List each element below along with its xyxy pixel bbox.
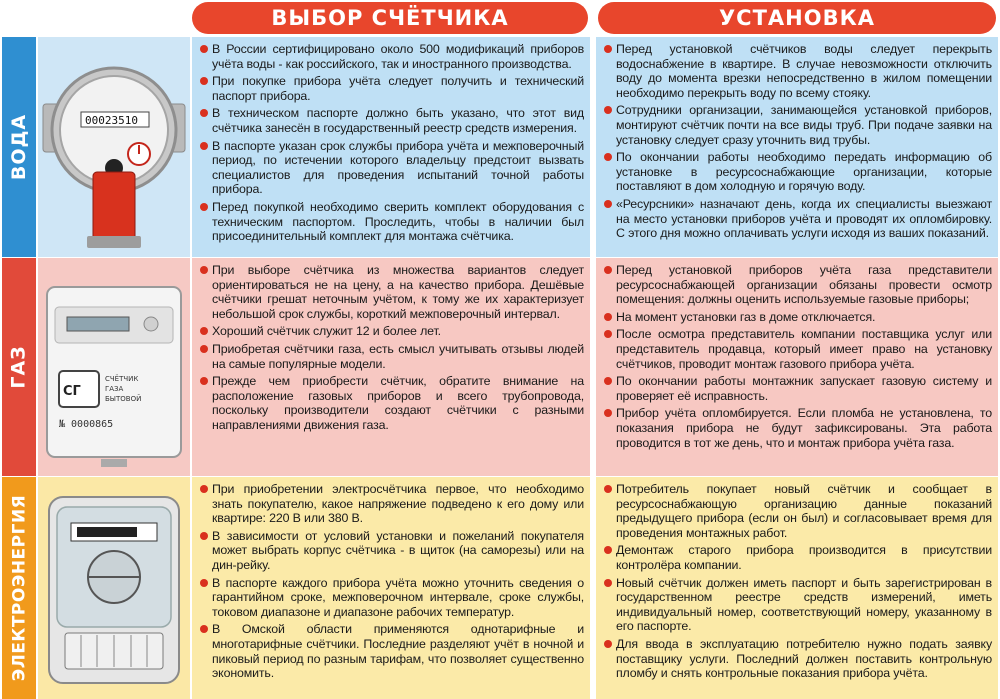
list-item: Прежде чем приобрести счётчик, обратите внимание на расположение газовых приборов и всего трубопровода, поскольку производители создают счётчики с разными направлениями движения газа. <box>198 374 584 432</box>
side-label-gas: ГАЗ <box>2 258 36 476</box>
list-item: Перед установкой приборов учёта газа представители ресурсоснабжающей организации обязаны провести осмотр помещения: должны оценить используемые газовые приборы; <box>602 263 992 307</box>
list-item: При приобретении электросчётчика первое, что необходимо знать покупателю, какое напряжение подведено к его дому или квартире: 220 В или 380 В. <box>198 482 584 526</box>
electricity-choice-cell <box>192 477 590 699</box>
svg-text:№ 0000865: № 0000865 <box>59 419 114 430</box>
list-item: Потребитель покупает новый счётчик и сообщает в ресурсоснабжающую организацию данные показаний предыдущего прибора (если он был) и согласовывает время для проведения монтажных работ. <box>602 482 992 540</box>
row-electricity <box>0 477 1000 699</box>
list-item: В зависимости от условий установки и пожеланий покупателя может выбрать корпус счётчика - в щиток (на саморезы) или на дин-рейку. <box>198 529 584 573</box>
list-item: В паспорте указан срок службы прибора учёта и межповерочный период, по истечении которого владельцу предстоит вызвать специалистов для проведения испытаний точной работы прибора. <box>198 139 584 197</box>
electricity-install-cell <box>596 477 998 699</box>
water-install-cell <box>596 37 998 257</box>
list-item: В техническом паспорте должно быть указано, что этот вид счётчика занесён в государственный реестр средств измерения. <box>198 106 584 135</box>
gas-meter-image <box>38 258 190 476</box>
list-item: Прибор учёта опломбируется. Если пломба не установлена, то показания прибора не будут зафиксированы. Эта работа проводится в тот же день, что и монтаж прибора учёта газа. <box>602 406 992 450</box>
svg-text:СЧЁТЧИК: СЧЁТЧИК <box>105 375 139 383</box>
header-install: УСТАНОВКА <box>598 2 996 34</box>
list-item: При покупке прибора учёта следует получить и технический паспорт прибора. <box>198 74 584 103</box>
row-water <box>0 37 1000 257</box>
list-item: По окончании работы необходимо передать информацию об установке в ресурсоснабжающие организации, которые поставляют в дом холодную и горячую воду. <box>602 150 992 194</box>
list-item: В России сертифицировано около 500 модификаций приборов учёта воды - как российского, так и иностранного производства. <box>198 42 584 71</box>
list-item: В Омской области применяются однотарифные и многотарифные счётчики. Последние разделяют учёт в ночной и пиковый период по разным тарифам, что позволяет существенно экономить. <box>198 622 584 680</box>
electric-meter-image <box>38 477 190 699</box>
gas-choice-cell <box>192 258 590 476</box>
side-label-water: ВОДА <box>2 37 36 257</box>
water-meter-image <box>38 37 190 257</box>
svg-text:СГ: СГ <box>63 384 81 399</box>
list-item: Для ввода в эксплуатацию потребителю нужно подать заявку поставщику услуги. Последний должен поставить контрольную пломбу и снять контрольные показания прибора учёта. <box>602 637 992 681</box>
list-item: Новый счётчик должен иметь паспорт и быть зарегистрирован в государственном реестре средств измерений, иметь индивидуальный номер, соответствующий номеру, указанному в его паспорте. <box>602 576 992 634</box>
list-item: На момент установки газ в доме отключается. <box>602 310 992 325</box>
svg-text:БЫТОВОЙ: БЫТОВОЙ <box>105 395 142 403</box>
row-gas <box>0 258 1000 476</box>
header-choice: ВЫБОР СЧЁТЧИКА <box>192 2 588 34</box>
list-item: После осмотра представитель компании поставщика услуг или представитель продавца, который имеет право на установку счётчиков, проводит монтаж газового прибора учёта. <box>602 327 992 371</box>
list-item: Перед установкой счётчиков воды следует перекрыть водоснабжение в квартире. В случае невозможности отключить воду до момента врезки непосредственно в жилом помещении необходимо перекрыть воду по всему стояку. <box>602 42 992 100</box>
list-item: Приобретая счётчики газа, есть смысл учитывать отзывы людей на самые популярные модели. <box>198 342 584 371</box>
water-choice-cell <box>192 37 590 257</box>
gas-install-cell <box>596 258 998 476</box>
list-item: В паспорте каждого прибора учёта можно уточнить сведения о гарантийном сроке, межповерочном интервале, сроке службы, токовом диапазоне и диапазоне рабочих температур. <box>198 576 584 620</box>
svg-text:ГАЗА: ГАЗА <box>105 385 124 393</box>
list-item: При выборе счётчика из множества вариантов следует ориентироваться не на цену, а на качество прибора. Дешёвые счётчики грешат неточным учётом, к тому же их характеризует небольшой срок службы, короткий межповерочный интервал. <box>198 263 584 321</box>
list-item: По окончании работы монтажник запускает газовую систему и проверяет её исправность. <box>602 374 992 403</box>
list-item: «Ресурсники» назначают день, когда их специалисты выезжают на место установки приборов учёта и проводят их опломбировку. С этого дня можно оплачивать услуги исходя из ваших показаний. <box>602 197 992 241</box>
svg-text:00023510: 00023510 <box>85 114 138 127</box>
list-item: Хороший счётчик служит 12 и более лет. <box>198 324 584 339</box>
list-item: Демонтаж старого прибора производится в присутствии контролёра компании. <box>602 543 992 572</box>
list-item: Перед покупкой необходимо сверить комплект оборудования с техническим паспортом. Проследить, чтобы в наличии был присоединительный комплект для монтажа счётчика. <box>198 200 584 244</box>
list-item: Сотрудники организации, занимающейся установкой приборов, монтируют счётчик почти на все виды труб. При подаче заявки на установку следует сразу уточнить вид трубы. <box>602 103 992 147</box>
side-label-electricity: ЭЛЕКТРОЭНЕРГИЯ <box>2 477 36 699</box>
